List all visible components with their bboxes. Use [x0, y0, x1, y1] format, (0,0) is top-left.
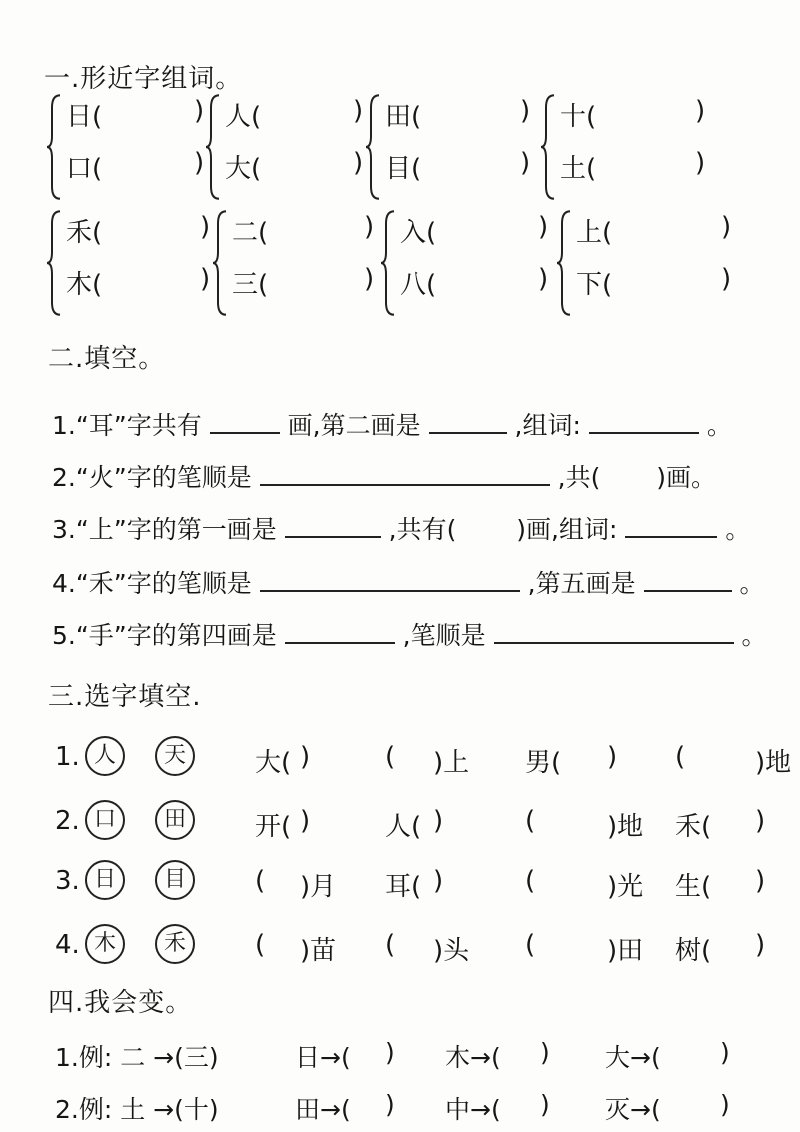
char-pair	[540, 92, 720, 202]
blank-word[interactable]: (	[255, 930, 266, 960]
pair-bottom[interactable]: 大( )	[225, 148, 364, 184]
blank-word[interactable]: (	[255, 866, 266, 896]
brace-icon	[540, 92, 556, 202]
fill-line-2: 2.“火”字的笔顺是 ,共( )画。	[52, 463, 717, 492]
blank[interactable]	[589, 412, 699, 434]
circled-char: 田	[155, 800, 195, 840]
pair-bottom[interactable]: 口( )	[66, 148, 205, 184]
circled-char: 木	[85, 924, 125, 964]
blank[interactable]	[260, 570, 520, 592]
example: 1.例: 二 →(三)	[55, 1043, 219, 1072]
choice-row: 3. 日 目 ( )月 耳( ) ( )光 生( )	[55, 860, 785, 910]
blank-word[interactable]: (	[525, 930, 536, 960]
blank[interactable]	[260, 464, 550, 486]
pair-top[interactable]: 十( )	[560, 96, 706, 132]
fill-line-1: 1.“耳”字共有 画,第二画是 ,组词: 。	[52, 411, 732, 440]
pair-top[interactable]: 入( )	[400, 212, 549, 248]
transform-item[interactable]: 中→(	[445, 1095, 501, 1124]
brace-icon	[46, 208, 62, 318]
pair-bottom[interactable]: 土( )	[560, 148, 706, 184]
part3-title: 三.选字填空.	[48, 682, 202, 712]
transform-item[interactable]: 日→(	[295, 1043, 351, 1072]
char-pair	[205, 92, 385, 202]
choice-row: 2. 口 田 开( ) 人( ) ( )地 禾( )	[55, 800, 785, 850]
brace-icon	[46, 92, 62, 202]
blank[interactable]	[494, 622, 734, 644]
pair-bottom[interactable]: 木( )	[66, 264, 211, 300]
pair-bottom[interactable]: 八( )	[400, 264, 549, 300]
blank[interactable]	[625, 516, 717, 538]
blank-word[interactable]: 耳(	[385, 872, 422, 902]
circled-char: 禾	[155, 924, 195, 964]
pair-bottom[interactable]: 三( )	[232, 264, 375, 300]
pair-top[interactable]: 日( )	[66, 96, 205, 132]
part4-title: 四.我会变。	[48, 988, 193, 1018]
blank-word[interactable]: (	[675, 742, 686, 772]
fill-line-4: 4.“禾”字的笔顺是 ,第五画是 。	[52, 569, 765, 598]
fill-line-3: 3.“上”字的第一画是 ,共有( )画,组词: 。	[52, 515, 751, 544]
char-pair	[556, 208, 736, 318]
row-number: 3.	[55, 866, 80, 896]
pair-top[interactable]: 禾( )	[66, 212, 211, 248]
transform-item[interactable]: 木→(	[445, 1043, 501, 1072]
pair-top[interactable]: 上( )	[576, 212, 732, 248]
brace-icon	[556, 208, 572, 318]
blank-word[interactable]: 大(	[255, 748, 292, 778]
pair-bottom[interactable]: 下( )	[576, 264, 732, 300]
brace-icon	[380, 208, 396, 318]
row-number: 1.	[55, 742, 80, 772]
char-pair	[46, 92, 226, 202]
fill-line-5: 5.“手”字的第四画是 ,笔顺是 。	[52, 621, 767, 650]
blank[interactable]	[285, 622, 395, 644]
transform-item[interactable]: 大→(	[605, 1043, 661, 1072]
part2-title: 二.填空。	[48, 344, 166, 374]
example: 2.例: 土 →(十)	[55, 1095, 219, 1124]
pair-top[interactable]: 田( )	[385, 96, 531, 132]
choice-row: 4. 木 禾 ( )苗 ( )头 ( )田 树( )	[55, 924, 785, 974]
circled-char: 口	[85, 800, 125, 840]
char-pair	[380, 208, 560, 318]
blank-word[interactable]: 开(	[255, 812, 292, 842]
blank-word[interactable]: 生(	[675, 872, 712, 902]
circled-char: 人	[85, 736, 125, 776]
change-row: 1.例: 二 →(三) 日→( ) 木→( ) 大→( )	[55, 1038, 730, 1072]
blank-word[interactable]: (	[525, 806, 536, 836]
blank-word[interactable]: 禾(	[675, 812, 712, 842]
change-row: 2.例: 土 →(十) 田→( ) 中→( ) 灭→( )	[55, 1090, 730, 1124]
blank[interactable]	[285, 516, 381, 538]
blank[interactable]	[429, 412, 507, 434]
circled-char: 目	[155, 860, 195, 900]
brace-icon	[205, 92, 221, 202]
blank-word[interactable]: 人(	[385, 812, 422, 842]
choice-row: 1. 人 天 大( ) ( )上 男( ) ( )地	[55, 736, 785, 786]
transform-item[interactable]: 灭→(	[605, 1095, 661, 1124]
circled-char: 日	[85, 860, 125, 900]
blank-word[interactable]: (	[525, 866, 536, 896]
circled-char: 天	[155, 736, 195, 776]
blank[interactable]	[210, 412, 280, 434]
blank-word[interactable]: 树(	[675, 936, 712, 966]
pair-top[interactable]: 人( )	[225, 96, 364, 132]
blank-word[interactable]: 男(	[525, 748, 562, 778]
char-pair	[365, 92, 545, 202]
blank-word[interactable]: (	[385, 742, 396, 772]
row-number: 4.	[55, 930, 80, 960]
char-pair	[212, 208, 392, 318]
blank-word[interactable]: (	[385, 930, 396, 960]
brace-icon	[212, 208, 228, 318]
transform-item[interactable]: 田→(	[295, 1095, 351, 1124]
row-number: 2.	[55, 806, 80, 836]
pair-top[interactable]: 二( )	[232, 212, 375, 248]
part1-title: 一.形近字组词。	[44, 64, 243, 94]
pair-bottom[interactable]: 目( )	[385, 148, 531, 184]
brace-icon	[365, 92, 381, 202]
char-pair	[46, 208, 226, 318]
blank[interactable]	[644, 570, 732, 592]
